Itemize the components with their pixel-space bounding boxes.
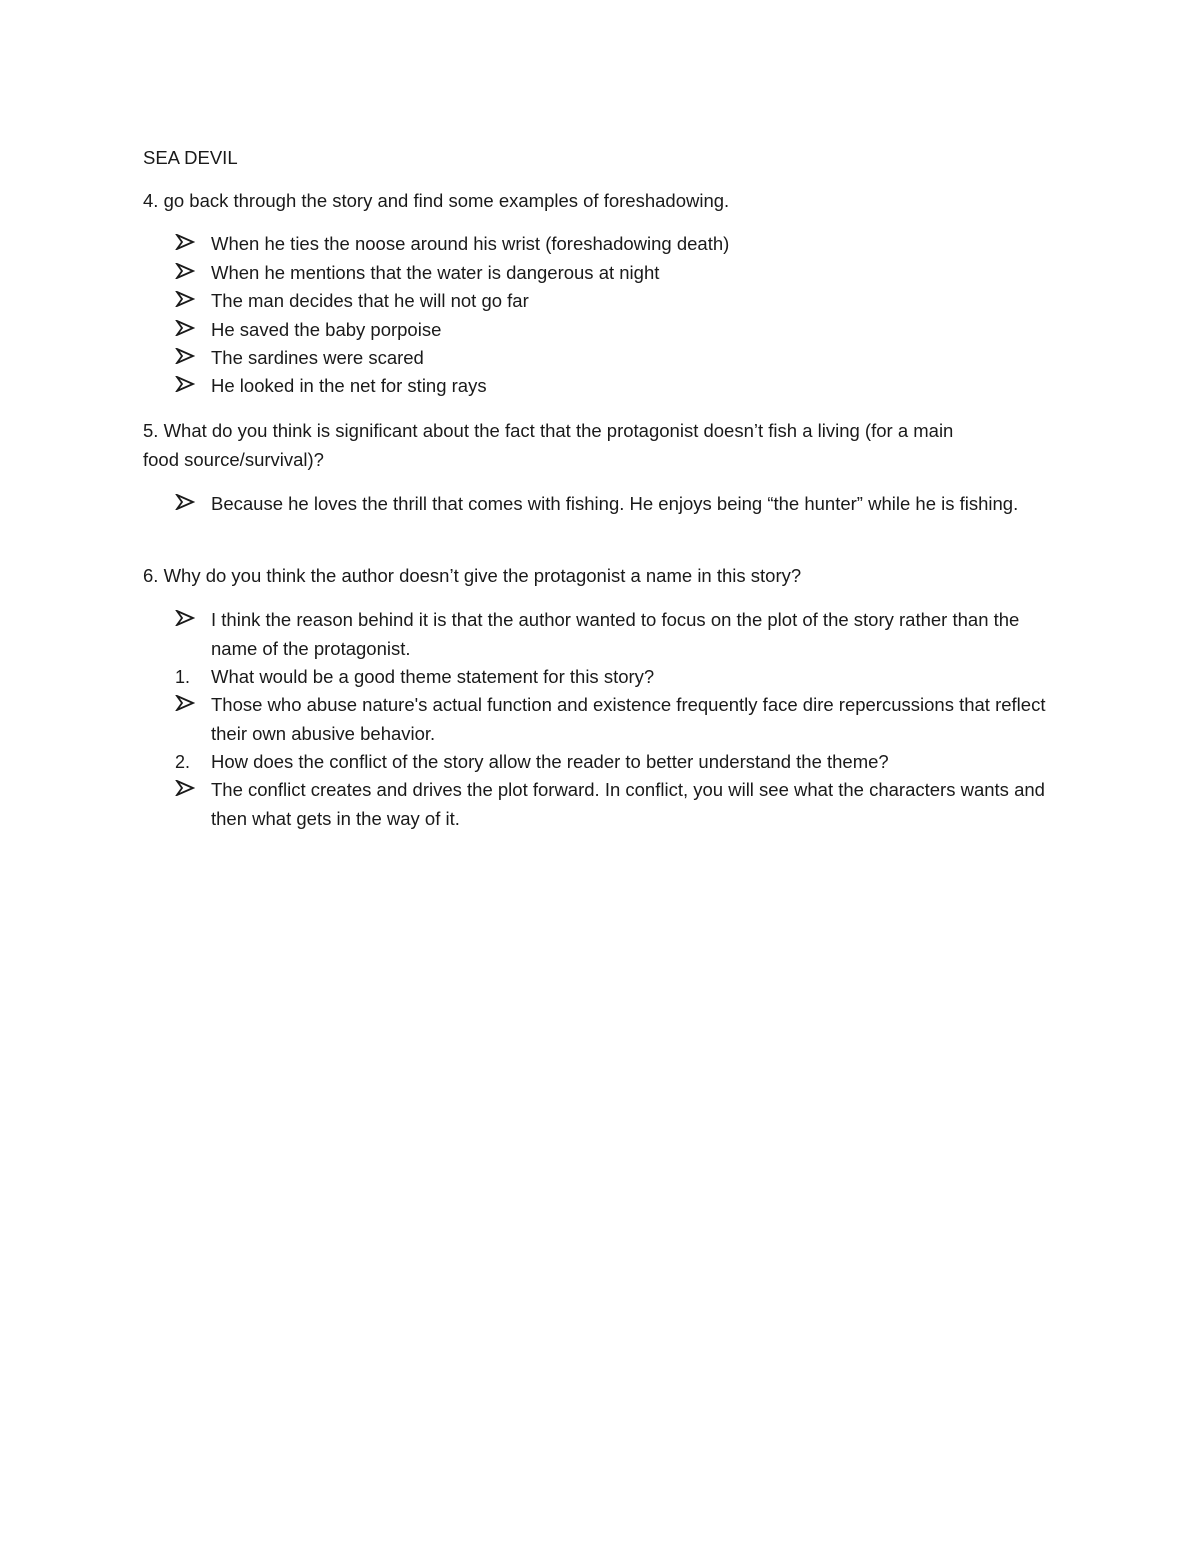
question-5-line-2: food source/survival)?	[143, 449, 324, 470]
question-5-line-1: 5. What do you think is significant about the fact that the protagonist doesn’t fish a living (for a main	[143, 420, 954, 441]
list-item-text: The conflict creates and drives the plot forward. In conflict, you will see what the characters wants and then what gets in the way of it.	[211, 779, 1045, 829]
arrow-bullet-icon	[175, 287, 203, 311]
arrow-bullet-icon	[175, 372, 203, 396]
question-6: 6. Why do you think the author doesn’t give the protagonist a name in this story?	[143, 565, 802, 586]
list-number: 2.	[175, 752, 191, 772]
list-item-text: He saved the baby porpoise	[211, 319, 442, 340]
list-item-text: Those who abuse nature's actual function and existence frequently face dire repercussions that reflect their own abusive behavior.	[211, 694, 1046, 744]
arrow-bullet-icon	[175, 259, 203, 283]
arrow-bullet-icon	[175, 316, 203, 340]
list-item-text: What would be a good theme statement for this story?	[211, 666, 655, 687]
arrow-bullet-icon	[175, 344, 203, 368]
arrow-bullet-icon	[175, 230, 203, 254]
list-number: 1.	[175, 667, 191, 687]
list-item-text: The man decides that he will not go far	[211, 290, 529, 311]
arrow-bullet-icon	[175, 776, 203, 800]
question-4: 4. go back through the story and find some examples of foreshadowing.	[143, 190, 730, 211]
document-title: SEA DEVIL	[143, 147, 238, 168]
list-item-text: When he ties the noose around his wrist (foreshadowing death)	[211, 233, 730, 254]
answer-5-text: Because he loves the thrill that comes with fishing. He enjoys being “the hunter” while he is fishing.	[211, 493, 1019, 514]
list-item-text: When he mentions that the water is dangerous at night	[211, 262, 660, 283]
list-item-text: How does the conflict of the story allow the reader to better understand the theme?	[211, 751, 889, 772]
arrow-bullet-icon	[175, 490, 203, 514]
list-item-text: He looked in the net for sting rays	[211, 375, 487, 396]
list-item-text: I think the reason behind it is that the author wanted to focus on the plot of the story rather than the name of the protagonist.	[211, 609, 1020, 659]
list-item-text: The sardines were scared	[211, 347, 424, 368]
arrow-bullet-icon	[175, 691, 203, 715]
arrow-bullet-icon	[175, 606, 203, 630]
